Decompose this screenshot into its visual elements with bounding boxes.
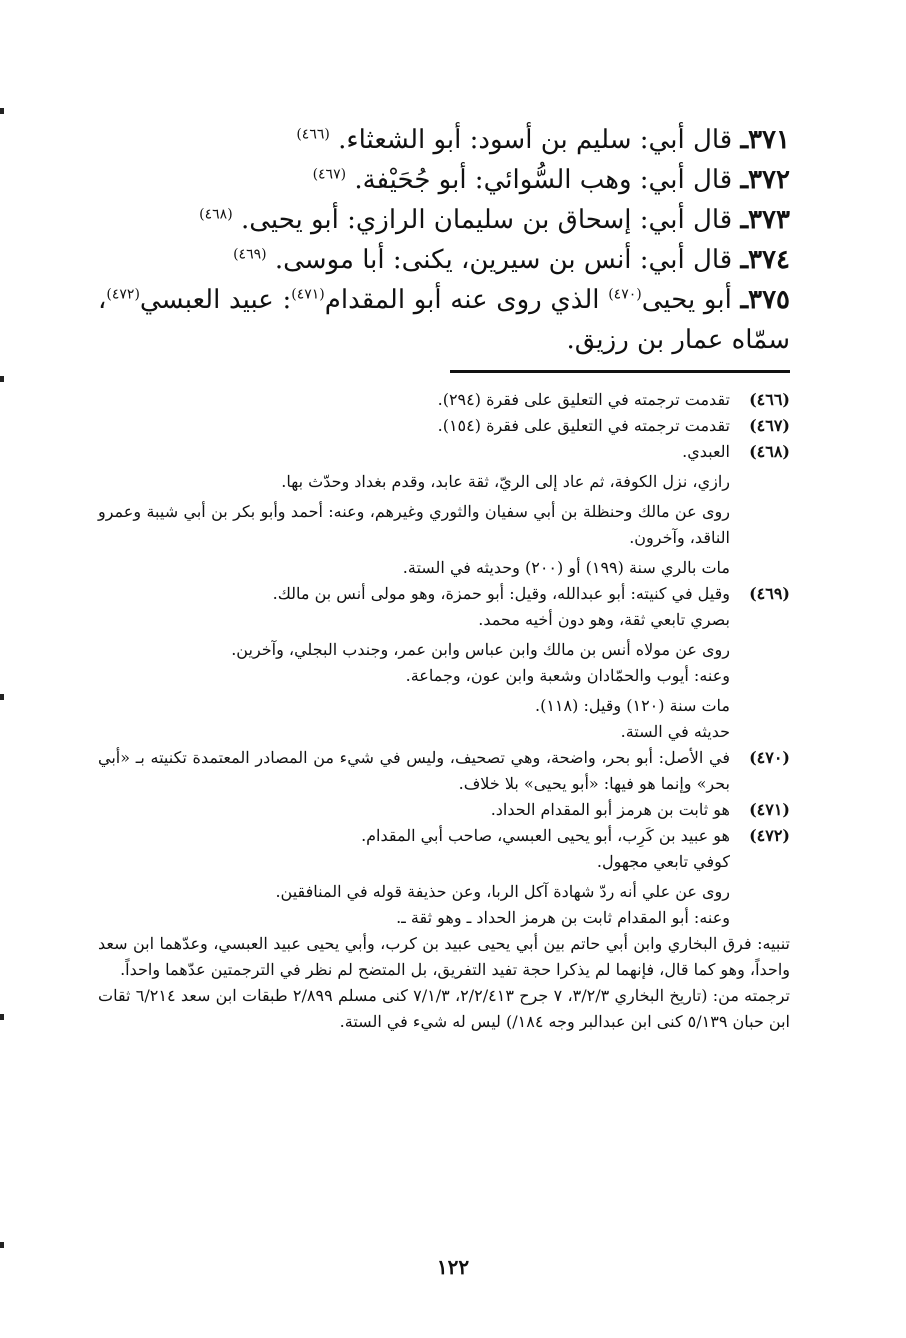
main-entries: [98, 120, 790, 360]
footnote-divider: [450, 370, 790, 373]
footnote-472: (٤٧٢) هو عبيد بن كَرِب، أبو يحيى العبسي، صاحب أبي المقدام. كوفي تابعي مجهول. روى عن علي أنه ردّ شهادة آكل الربا، وعن حذيفة قوله في المنافقين. وعنه: أبو المقدام ثابت بن هرمز الحداد ـ وهو ثقة ـ.: [275, 826, 790, 927]
footnote-466: (٤٦٦) تقدمت ترجمته في التعليق على فقرة (٢٩٤).: [437, 390, 790, 409]
footnote-ref[interactable]: (٤٦٨): [199, 206, 233, 223]
entry-371: ٣٧١ـ قال أبي: سليم بن أسود: أبو الشعثاء. $^{(٤٦٦)}$: [296, 125, 790, 155]
footnote-ref[interactable]: (٤٧١): [291, 286, 325, 303]
footnote-note: تنبيه: فرق البخاري وابن أبي حاتم بين أبي يحيى عبيد بن كرب، وأبي يحيى عبيد العبسي، وعدّهما ابن سعد واحداً، وهو كما قال، فإنهما لم يذكرا حجة تفيد التفريق، بل المتضح لم نظر في الترجمتين عدّهما واحداً.: [98, 934, 790, 979]
scan-edge-mark: [0, 1014, 4, 1020]
footnote-ref[interactable]: (٤٧٢): [106, 286, 140, 303]
footnote-ref[interactable]: (٤٧٠): [608, 286, 642, 303]
scan-edge-mark: [0, 694, 4, 700]
entry-374: ٣٧٤ـ قال أبي: أنس بن سيرين، يكنى: أبا موسى. $^{(٤٦٩)}$: [233, 245, 790, 275]
footnote-471: (٤٧١) هو ثابت بن هرمز أبو المقدام الحداد.: [490, 800, 790, 819]
footnote-470: (٤٧٠) في الأصل: أبو بحر، واضحة، وهي تصحيف، وليس في شيء من المصادر المعتمدة تكنيته بـ «أبي بحر» وإنما هو فيها: «أبو يحيى» بلا خلاف.: [98, 748, 790, 793]
footnote-469: (٤٦٩) وقيل في كنيته: أبو عبدالله، وقيل: أبو حمزة، وهو مولى أنس بن مالك. بصري تابعي ثقة، وهو دون أخيه محمد. روى عن مولاه أنس بن مالك وابن عباس وابن عمر، وجندب البجلي، وآخرين. وعنه: أيوب والحمّادان وشعبة وابن عون، وجماعة. مات سنة (١٢٠) وقيل: (١١٨). حديثه في الستة.: [231, 584, 790, 741]
footnote-ref[interactable]: (٤٦٩): [233, 246, 267, 263]
footnote-468: (٤٦٨) العبدي. رازي، نزل الكوفة، ثم عاد إلى الريّ، ثقة عابد، وقدم بغداد وحدّث بها. روى عن مالك وحنظلة بن أبي سفيان والثوري وغيرهم، وعنه: أحمد وأبو بكر بن أبي شيبة وعمرو الناقد، وآخرون. مات بالري سنة (١٩٩) أو (٢٠٠) وحديثه في الستة.: [98, 442, 790, 577]
footnote-467: (٤٦٧) تقدمت ترجمته في التعليق على فقرة (١٥٤).: [437, 416, 790, 435]
footnotes: [98, 387, 790, 1035]
entry-372: ٣٧٢ـ قال أبي: وهب السُّوائي: أبو جُحَيْفة. $^{(٤٦٧)}$: [312, 165, 790, 195]
entry-375: ٣٧٥ـ أبو يحيى$^{(٤٧٠)}$ الذي روى عنه أبو المقدام$^{(٤٧١)}$: عبيد العبسي$^{(٤٧٢)}$، سمّاه عمار بن رزيق.: [98, 285, 791, 355]
footnote-ref[interactable]: (٤٦٧): [312, 166, 347, 183]
scan-edge-mark: [0, 376, 4, 382]
entry-373: ٣٧٣ـ قال أبي: إسحاق بن سليمان الرازي: أبو يحيى. $^{(٤٦٨)}$: [199, 205, 790, 235]
page-content: [98, 120, 790, 1035]
page-number: ١٢٢: [436, 1255, 470, 1279]
scan-edge-mark: [0, 108, 4, 114]
scan-edge-mark: [0, 1242, 4, 1248]
footnote-ref[interactable]: (٤٦٦): [296, 126, 330, 143]
footnote-sources: ترجمته من: (تاريخ البخاري ٣/٢/٣، ٧ جرح ٢/٢/٤١٣، ٧/١/٣ كنى مسلم ٢/٨٩٩ طبقات ابن سعد ٦/٢١٤ ثقات ابن حبان ٥/١٣٩ كنى ابن عبدالبر وجه ١٨٤/) ليس له شيء في الستة.: [98, 986, 791, 1031]
